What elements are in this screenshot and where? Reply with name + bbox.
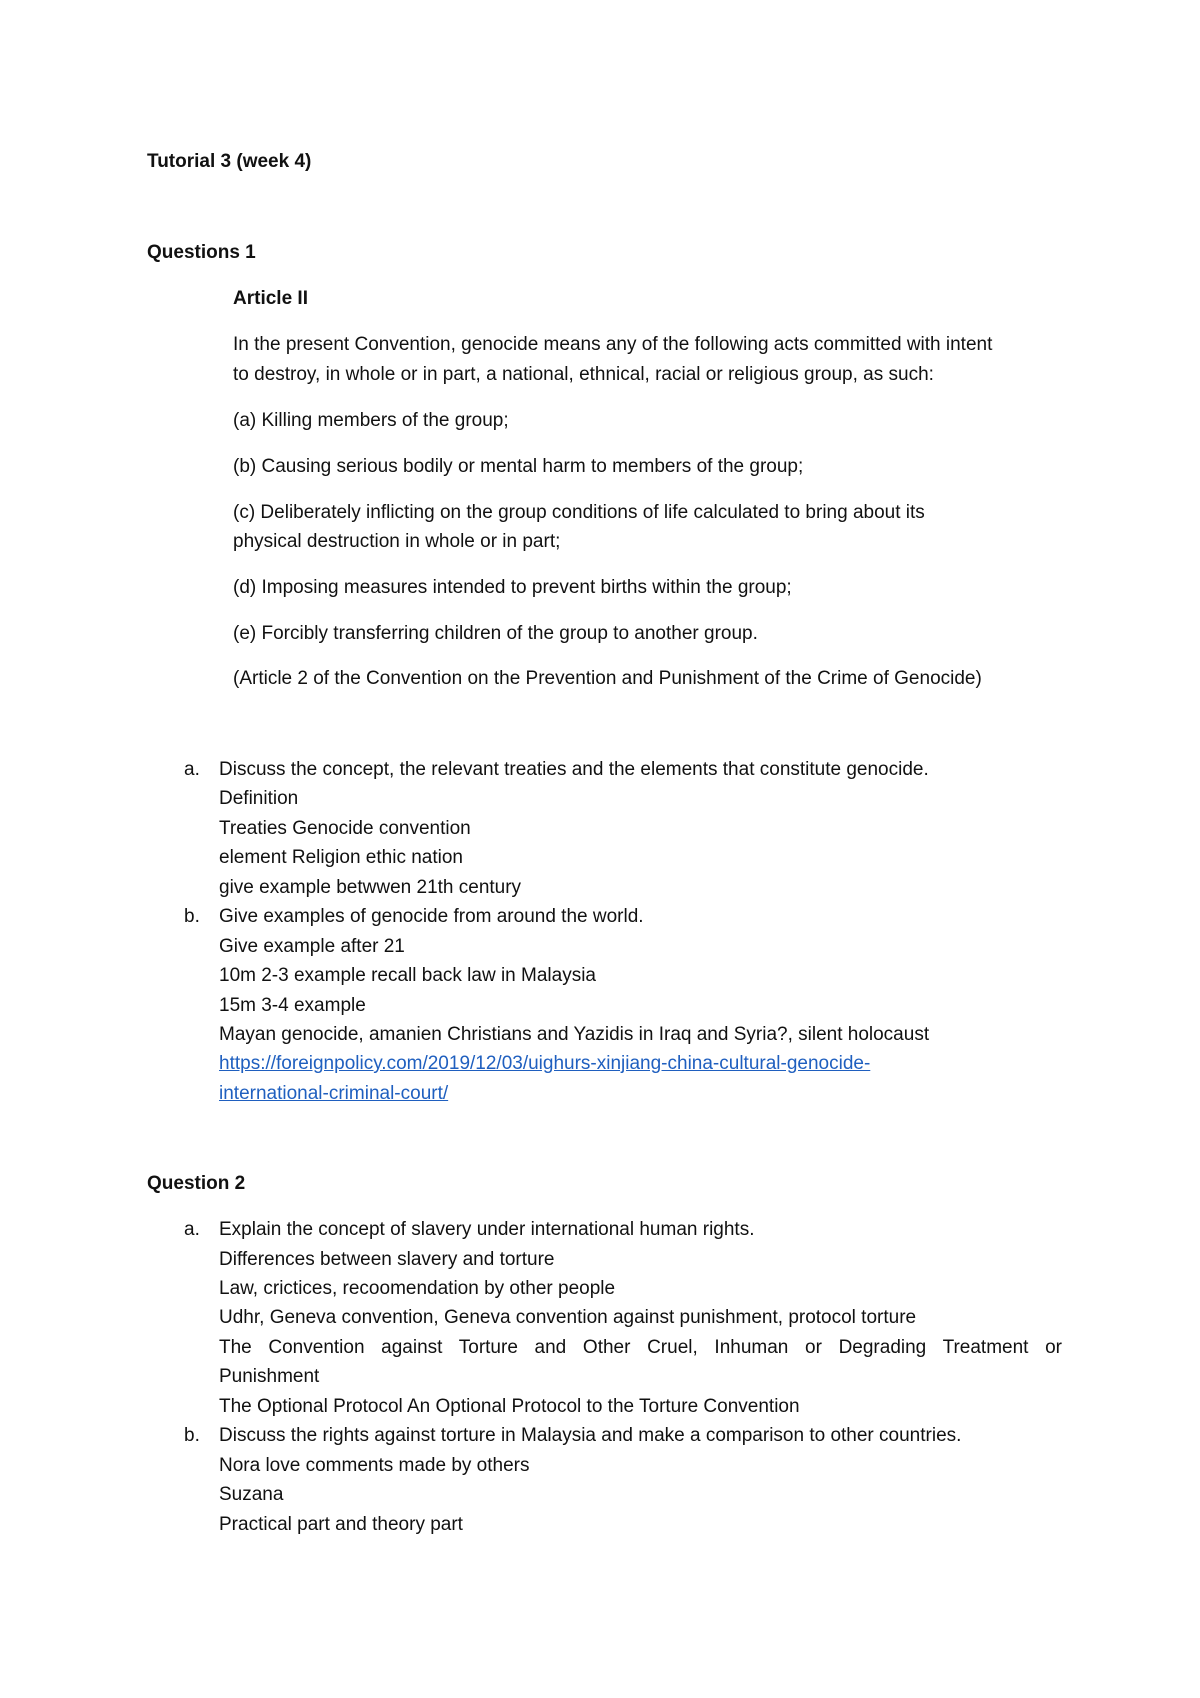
optional-protocol-note: The Optional Protocol An Optional Protocol to the Torture Convention — [219, 1396, 800, 1417]
act-d: (d) Imposing measures intended to prevent births within the group; — [233, 577, 792, 598]
q1-part-b-note: Give example after 21 — [219, 936, 405, 957]
q2-part-a-note: Udhr, Geneva convention, Geneva convention against punishment, protocol torture — [219, 1307, 917, 1328]
q1-part-a-question: Discuss the concept, the relevant treaties and the elements that constitute genocide. — [219, 759, 929, 780]
q1-part-a-note: Definition — [219, 788, 299, 809]
q2-part-b-note: Suzana — [219, 1484, 284, 1505]
torture-convention-line-2: Punishment — [219, 1366, 320, 1387]
q2-part-a-note: Differences between slavery and torture — [219, 1249, 555, 1270]
q2-part-b-note: Nora love comments made by others — [219, 1455, 530, 1476]
q2-part-a-note: Law, crictices, recoomendation by other people — [219, 1278, 616, 1299]
q2-part-a-question: Explain the concept of slavery under international human rights. — [219, 1219, 755, 1240]
q1-part-b-note: 15m 3-4 example — [219, 995, 366, 1016]
document-title: Tutorial 3 (week 4) — [147, 151, 312, 172]
q2-part-b-note: Practical part and theory part — [219, 1514, 463, 1535]
article-intro-line-2: to destroy, in whole or in part, a national, ethnical, racial or religious group, as such: — [233, 364, 934, 385]
act-e: (e) Forcibly transferring children of the group to another group. — [233, 623, 758, 644]
foreignpolicy-link-line-1[interactable]: https://foreignpolicy.com/2019/12/03/uighurs-xinjiang-china-cultural-genocide- — [219, 1053, 871, 1074]
q1-part-b-note: Mayan genocide, amanien Christians and Yazidis in Iraq and Syria?, silent holocaust — [219, 1024, 930, 1045]
foreignpolicy-link-line-2[interactable]: international-criminal-court/ — [219, 1083, 449, 1104]
act-a: (a) Killing members of the group; — [233, 410, 509, 431]
article-intro-line-1: In the present Convention, genocide means any of the following acts committed with intent — [233, 334, 993, 355]
question-2-heading: Question 2 — [147, 1173, 246, 1194]
q2-part-b-question: Discuss the rights against torture in Malaysia and make a comparison to other countries. — [219, 1425, 962, 1446]
q1-part-a-marker: a. — [184, 759, 200, 780]
article-heading: Article II — [233, 288, 308, 309]
torture-convention-line-1: The Convention against Torture and Other Cruel, Inhuman or Degrading Treatment or — [219, 1337, 1062, 1358]
question-1-heading: Questions 1 — [147, 242, 256, 263]
act-c-line-1: (c) Deliberately inflicting on the group conditions of life calculated to bring about its — [233, 502, 925, 523]
q1-part-a-note: element Religion ethic nation — [219, 847, 463, 868]
article-source: (Article 2 of the Convention on the Prevention and Punishment of the Crime of Genocide) — [233, 668, 982, 689]
q1-part-b-note: 10m 2-3 example recall back law in Malaysia — [219, 965, 596, 986]
q1-part-b-marker: b. — [184, 906, 200, 927]
act-b: (b) Causing serious bodily or mental harm to members of the group; — [233, 456, 804, 477]
q1-part-a-note: Treaties Genocide convention — [219, 818, 471, 839]
q2-part-a-marker: a. — [184, 1219, 200, 1240]
q2-part-b-marker: b. — [184, 1425, 200, 1446]
q1-part-a-note: give example betwwen 21th century — [219, 877, 522, 898]
act-c-line-2: physical destruction in whole or in part; — [233, 531, 561, 552]
q1-part-b-question: Give examples of genocide from around the world. — [219, 906, 644, 927]
